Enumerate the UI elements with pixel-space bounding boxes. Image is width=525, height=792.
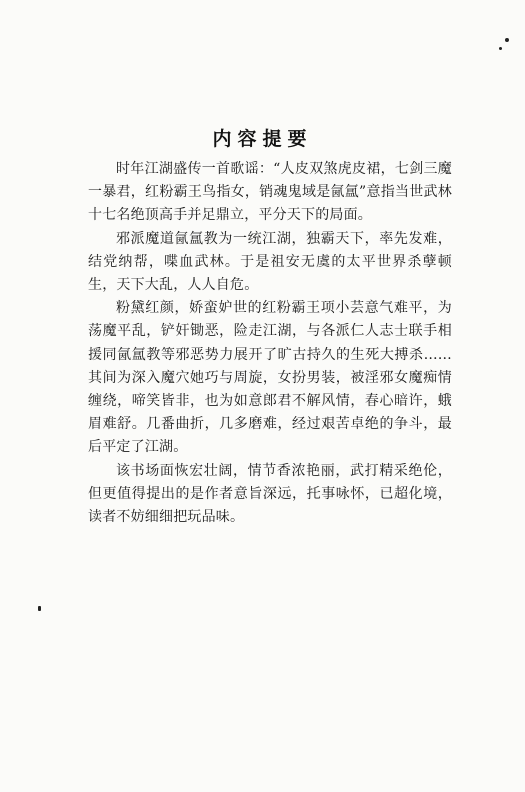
scan-speck	[505, 38, 509, 42]
paragraph-4: 该书场面恢宏壮阔，情节香浓艳丽，武打精采绝伦，但更值得提出的是作者意旨深远，托事咏怀，已超化境，读者不妨细细把玩品味。	[88, 462, 452, 526]
paragraph-1: 时年江湖盛传一首歌谣：“人皮双煞虎皮裙，七剑三魔一暴君，红粉霸王鸟指女，销魂鬼域是氤氲”意指当世武林十七名绝顶高手并足鼎立，平分天下的局面。	[88, 161, 452, 224]
paragraph-2: 邪派魔道氤氲教为一统江湖，独霸天下，率先发难，结党纳帮，喋血武林。于是祖安无虞的太平世界杀孽顿生，天下大乱，人人自危。	[88, 230, 452, 294]
scan-speck	[499, 47, 502, 50]
synopsis-body	[88, 158, 452, 529]
page-title: 内容提要	[212, 128, 313, 150]
paragraph-3: 粉黛红颜，娇蛮妒世的红粉霸王项小芸意气难平，为荡魔平乱，铲奸锄恶，险走江湖，与各派仁人志士联手相援同氤氲教等邪恶势力展开了旷古持久的生死大搏杀……其间为深入魔穴她巧与周旋，女扮男装，被淫邪女魔痴情缠绕，啼笑皆非，也为如意郎君不解风情，春心暗许，蛾眉难舒。几番曲折，几多磨难，经过艰苦卓绝的争斗，最后平定了江湖。	[88, 300, 452, 456]
scan-speck	[38, 606, 41, 611]
